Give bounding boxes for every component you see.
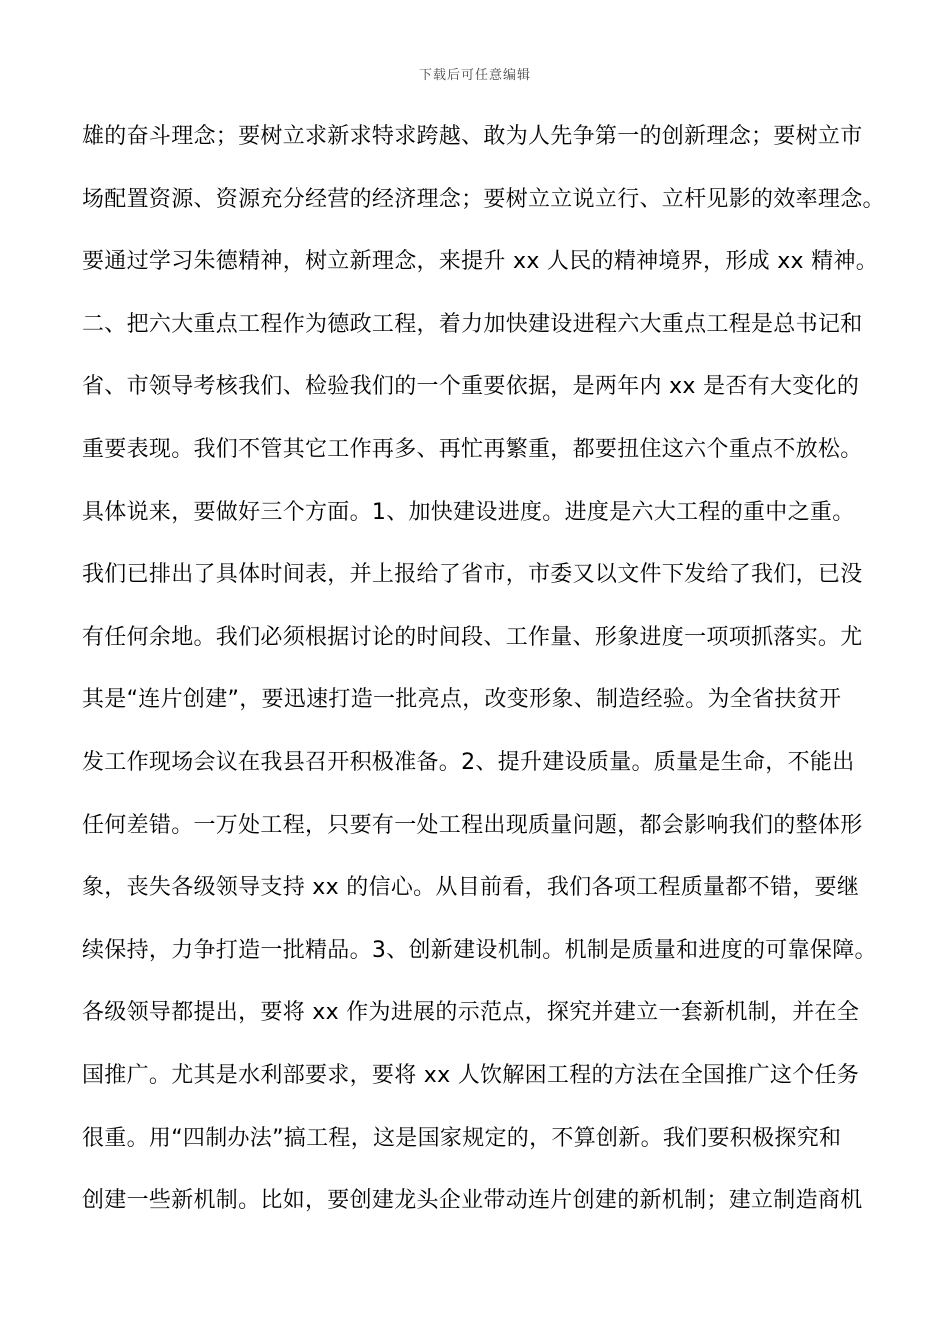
text-line: 其是“连片创建”，要迅速打造一批亮点，改变形象、制造经验。为全省扶贫开 — [82, 687, 842, 713]
text-line: 二、把六大重点工程作为德政工程，着力加快建设进程六大重点工程是总书记和 — [82, 311, 863, 337]
text-line: 有任何余地。我们必须根据讨论的时间段、工作量、形象进度一项项抓落实。尤 — [82, 624, 863, 650]
text-line: 很重。用“四制办法”搞工程，这是国家规定的，不算创新。我们要积极探究和 — [82, 1125, 842, 1151]
text-line: 重要表现。我们不管其它工作再多、再忙再繁重，都要扭住这六个重点不放松。 — [82, 436, 863, 462]
text-line: 场配置资源、资源充分经营的经济理念；要树立立说立行、立杆见影的效率理念。 — [82, 186, 885, 212]
body-text — [82, 112, 885, 1239]
text-line: 要通过学习朱德精神，树立新理念，来提升 xx 人民的精神境界，形成 xx 精神。 — [82, 249, 879, 275]
text-line: 创建一些新机制。比如，要创建龙头企业带动连片创建的新机制；建立制造商机 — [82, 1188, 863, 1214]
text-line: 我们已排出了具体时间表，并上报给了省市，市委又以文件下发给了我们，已没 — [82, 562, 863, 588]
text-line: 省、市领导考核我们、检验我们的一个重要依据，是两年内 xx 是否有大变化的 — [82, 374, 860, 400]
text-line: 续保持，力争打造一批精品。3、创新建设机制。机制是质量和进度的可靠保障。 — [82, 937, 877, 963]
text-line: 任何差错。一万处工程，只要有一处工程出现质量问题，都会影响我们的整体形 — [82, 812, 863, 838]
text-line: 雄的奋斗理念；要树立求新求特求跨越、敢为人先争第一的创新理念；要树立市 — [82, 124, 863, 149]
text-line: 国推广。尤其是水利部要求，要将 xx 人饮解困工程的方法在全国推广这个任务 — [82, 1062, 860, 1088]
page-header: 下载后可任意编辑 — [418, 68, 531, 83]
text-line: 各级领导都提出，要将 xx 作为进展的示范点，探究并建立一套新机制，并在全 — [82, 1000, 860, 1026]
text-line: 具体说来，要做好三个方面。1、加快建设进度。进度是六大工程的重中之重。 — [82, 499, 855, 525]
text-line: 发工作现场会议在我县召开积极准备。2、提升建设质量。质量是生命，不能出 — [82, 749, 855, 775]
text-line: 象，丧失各级领导支持 xx 的信心。从目前看，我们各项工程质量都不错，要继 — [82, 875, 860, 901]
